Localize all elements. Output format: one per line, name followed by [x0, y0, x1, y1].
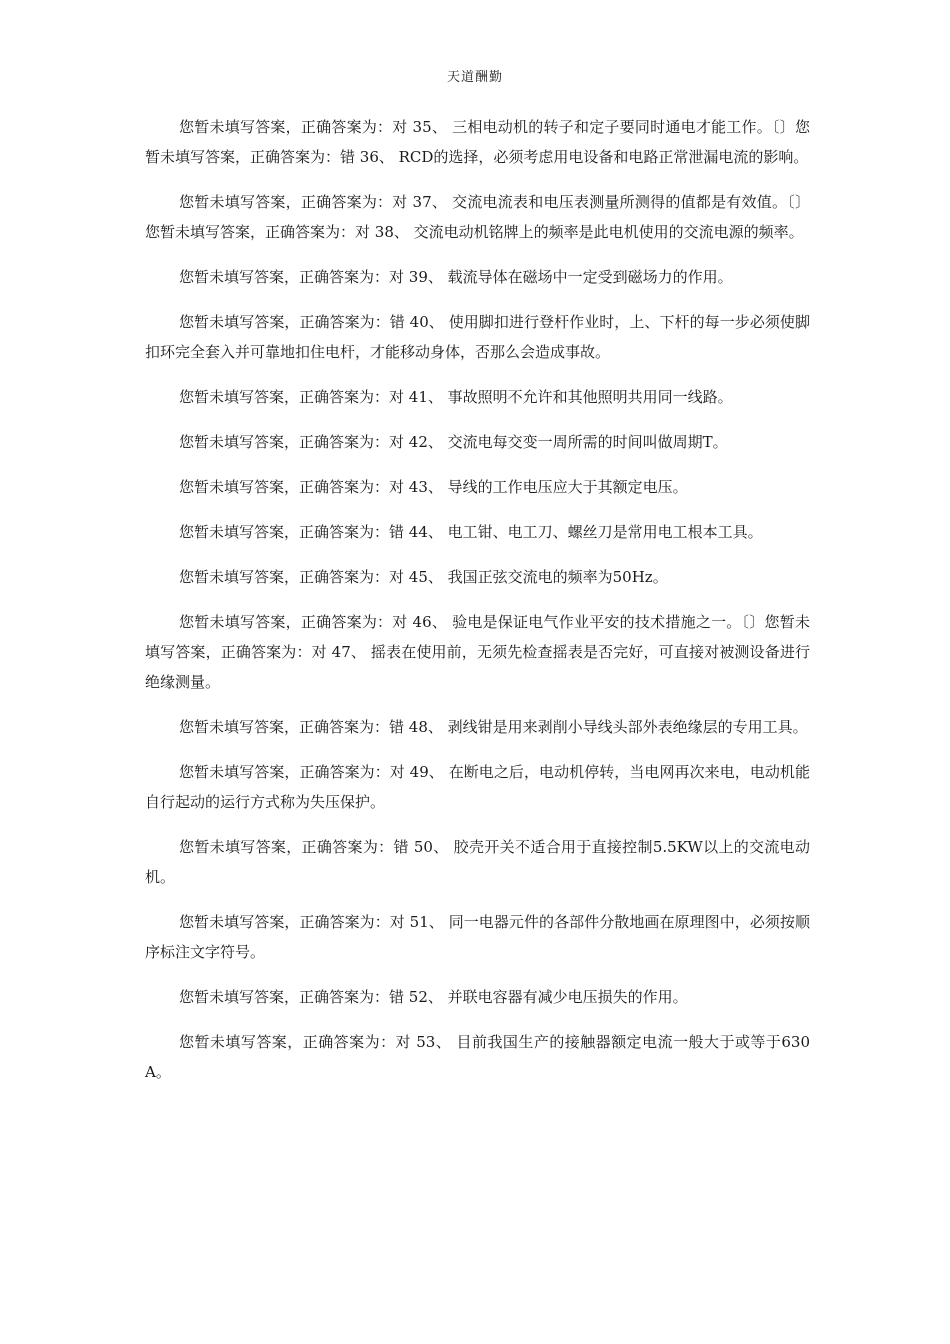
page-header: 天道酬勤	[446, 70, 503, 85]
paragraph: 您暂未填写答案，正确答案为：错 40、 使用脚扣进行登杆作业时，上、下杆的每一步必须使脚扣环完全套入并可靠地扣住电杆，才能移动身体，否那么会造成事故。	[145, 313, 810, 361]
paragraph: 您暂未填写答案，正确答案为：对 37、 交流电流表和电压表测量所测得的值都是有效值。〔〕您暂未填写答案，正确答案为：对 38、 交流电动机铭牌上的频率是此电机使用的交流电源的频率。	[145, 193, 810, 241]
paragraph: 您暂未填写答案，正确答案为：错 50、 胶壳开关不适合用于直接控制5.5KW以上的交流电动机。	[145, 838, 810, 886]
paragraph: 您暂未填写答案，正确答案为：错 48、 剥线钳是用来剥削小导线头部外表绝缘层的专用工具。	[179, 718, 808, 736]
paragraph: 您暂未填写答案，正确答案为：错 52、 并联电容器有减少电压损失的作用。	[179, 988, 688, 1006]
paragraph: 您暂未填写答案，正确答案为：对 42、 交流电每交变一周所需的时间叫做周期T。	[179, 433, 728, 451]
paragraph: 您暂未填写答案，正确答案为：对 45、 我国正弦交流电的频率为50Hz。	[179, 568, 668, 586]
paragraph: 您暂未填写答案，正确答案为：对 49、 在断电之后，电动机停转，当电网再次来电，电动机能自行起动的运行方式称为失压保护。	[145, 763, 810, 811]
paragraph: 您暂未填写答案，正确答案为：对 51、 同一电器元件的各部件分散地画在原理图中，必须按顺序标注文字符号。	[145, 913, 810, 961]
paragraph: 您暂未填写答案，正确答案为：对 41、 事故照明不允许和其他照明共用同一线路。	[179, 388, 733, 406]
document-body	[145, 112, 810, 1102]
paragraph: 您暂未填写答案，正确答案为：错 44、 电工钳、电工刀、螺丝刀是常用电工根本工具。	[179, 523, 763, 541]
paragraph: 您暂未填写答案，正确答案为：对 46、 验电是保证电气作业平安的技术措施之一。〔〕您暂未填写答案，正确答案为：对 47、 摇表在使用前，无须先检查摇表是否完好，可直接对被测设备进行绝缘测量。	[145, 613, 810, 691]
paragraph: 您暂未填写答案，正确答案为：对 39、 载流导体在磁场中一定受到磁场力的作用。	[179, 268, 733, 286]
paragraph: 您暂未填写答案，正确答案为：对 53、 目前我国生产的接触器额定电流一般大于或等于630A。	[145, 1033, 810, 1081]
paragraph: 您暂未填写答案，正确答案为：对 43、 导线的工作电压应大于其额定电压。	[179, 478, 688, 496]
paragraph: 您暂未填写答案，正确答案为：对 35、 三相电动机的转子和定子要同时通电才能工作。〔〕您暂未填写答案，正确答案为：错 36、 RCD的选择，必须考虑用电设备和电路正常泄漏电流的影响。	[145, 118, 810, 166]
